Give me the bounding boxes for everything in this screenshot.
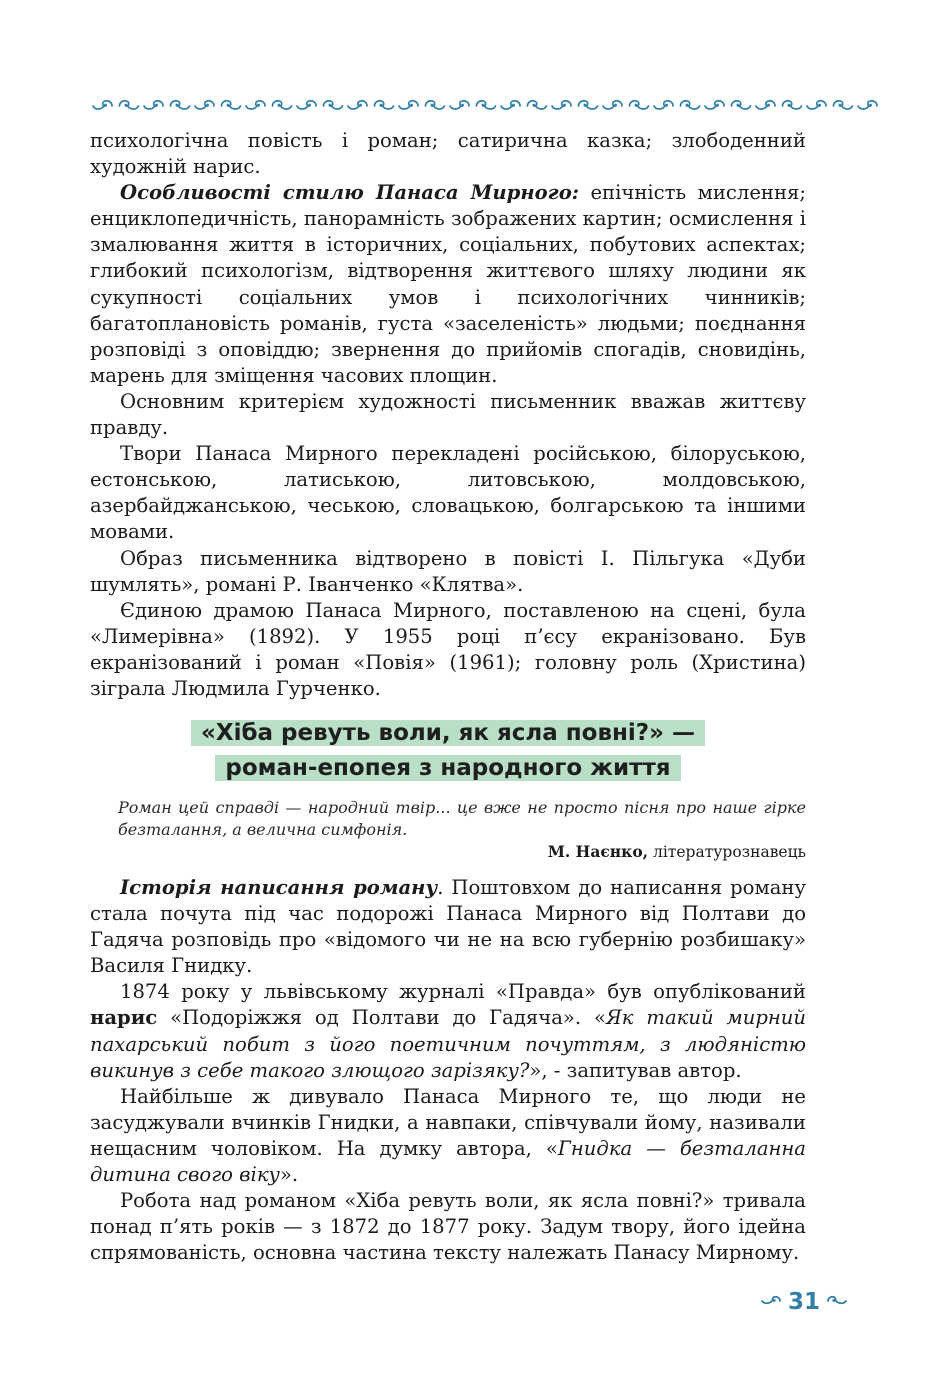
page-number-value: 31 <box>787 1289 820 1315</box>
ornament-curl-icon <box>654 101 673 109</box>
ornament-curl-icon <box>528 101 547 109</box>
paragraph-pravda <box>90 979 806 1083</box>
epigraph-author-role: літературознавець <box>648 843 806 861</box>
ornament-curl-icon <box>426 101 445 109</box>
paragraph-drama: Єдиною драмою Панаса Мирного, поставленою на сцені, була «Лимерівна» (1892). У 1955 році п’єсу екранізовано. Був екранізований і роман «Повія» (1961); головну роль (Христина) зіграла Людмила Гурченко. <box>90 598 806 700</box>
ornament-curl-icon <box>450 101 469 109</box>
ornament-curl-icon <box>324 101 343 109</box>
ornament-curl-icon <box>807 101 826 109</box>
ornament-curl-icon <box>375 101 394 109</box>
epigraph-attribution <box>548 842 806 862</box>
paragraph-work: Робота над романом «Хіба ревуть воли, як ясла повні?» тривала понад п’ять років — з 1872 до 1877 року. Задум твору, його ідейна спрямованість, основна частина тексту належать Панасу Мирному. <box>90 1189 806 1265</box>
curl-left-icon <box>760 1292 782 1313</box>
ornament-curl-icon <box>858 101 877 109</box>
paragraph-translations: Твори Панаса Мирного перекладені російською, білоруською, естонською, латиською, литовською, молдовською, азербайджанською, чеською, словацькою, болгарською та іншими мовами. <box>90 442 806 544</box>
paragraph-genres: психологічна повість і роман; сатирична казка; злободенний художній нарис. <box>90 129 806 179</box>
style-features-lead: Особливості стилю Панаса Мирного: <box>120 181 579 205</box>
ornament-curl-icon <box>705 101 724 109</box>
paragraph-image: Образ письменника відтворено в повісті І. Пільгука «Дуби шумлять», романі Р. Іванченко «Клятва». <box>90 546 806 596</box>
curl-right-icon <box>826 1292 848 1313</box>
ornament-curl-icon <box>756 101 775 109</box>
ornament-curl-icon <box>783 101 802 109</box>
ornament-curl-icon <box>552 101 571 109</box>
ornament-curl-icon <box>579 101 598 109</box>
ornament-curl-icon <box>477 101 496 109</box>
history-lead: Історія написання роману <box>120 876 438 899</box>
heading-line-2: роман-епопея з народного життя <box>215 755 680 781</box>
ornament-curl-icon <box>195 101 214 109</box>
page-number <box>760 1287 848 1317</box>
ornament-curl-icon <box>681 101 700 109</box>
paragraph-criterion: Основним критерієм художності письменник вважав життєву правду. <box>90 389 806 440</box>
ornament-curl-icon <box>834 101 853 109</box>
ornament-border <box>90 93 882 119</box>
body-text-block <box>90 875 806 1266</box>
ornament-curl-icon <box>246 101 265 109</box>
hnydka-text-a: Найбільше ж дивувало Панаса Мирного те, що люди не засуджували вчинків Гнидки, а навпаки, співчували йому, називали нещасним чоловіком. На думку автора, « <box>90 1084 806 1160</box>
ornament-curl-icon <box>93 101 112 109</box>
paragraph-style-features <box>90 180 806 389</box>
epigraph-quote: Роман цей справді — народний твір... це вже не просто пісня про наше гірке безталання, а велична симфонія. <box>118 798 806 839</box>
ornament-curl-icon <box>297 101 316 109</box>
hnydka-quote: Гнидка — безталанна дитина свого віку <box>90 1136 806 1187</box>
ornament-curl-icon <box>171 101 190 109</box>
ornament-curl-icon <box>273 101 292 109</box>
ornament-curl-icon <box>501 101 520 109</box>
ornament-curl-icon <box>120 101 139 109</box>
ornament-curl-icon <box>630 101 649 109</box>
paragraph-history <box>90 875 806 979</box>
pravda-quote: Як такий мирний пахарський побит з його поетичним почуттям, з людяністю викинув з себе такого злющого зарізяку? <box>90 1006 807 1082</box>
ornament-curl-icon <box>348 101 367 109</box>
pravda-text-b: «Подоріжжя од Полтави до Гадяча». « <box>157 1006 606 1030</box>
style-features-text: епічність мислення; енциклопедичність, панорамність зображених картин; осмислення і змалювання життя в історичних, соціальних, побутових аспектах; глибокий психологізм, відтворення життєвого шляху людини як сукупності соціальних умов і психологічних чинників; багатоплановість романів, густа «заселеність» людьми; поєднання розповіді з оповіддю; звернення до прийомів спогадів, сновидінь, марень для зміщення часових площин. <box>90 181 806 387</box>
ornament-curl-icon <box>603 101 622 109</box>
section-heading <box>90 716 806 786</box>
ornament-curl-icon <box>144 101 163 109</box>
history-text: . Поштовхом до написання роману стала почута під час подорожі Панаса Мирного від Полтави до Гадяча розповідь про «відомого чи не на всю губернію розбишаку» Василя Гнидку. <box>90 876 806 978</box>
pravda-bold-term: нарис <box>90 1006 158 1030</box>
pravda-text-a: 1874 року у львівському журналі «Правда» був опублікований <box>120 980 806 1004</box>
ornament-curl-icon <box>222 101 241 109</box>
epigraph-author: М. Наєнко, <box>547 842 649 861</box>
top-text-block <box>90 128 806 702</box>
paragraph-hnydka <box>90 1084 806 1188</box>
heading-line-1: «Хіба ревуть воли, як ясла повні?» — <box>191 720 705 746</box>
ornament-curl-icon <box>732 101 751 109</box>
ornament-curl-icon <box>399 101 418 109</box>
pravda-text-c: », - запитував автор. <box>529 1058 742 1082</box>
hnydka-text-b: ». <box>279 1163 299 1187</box>
